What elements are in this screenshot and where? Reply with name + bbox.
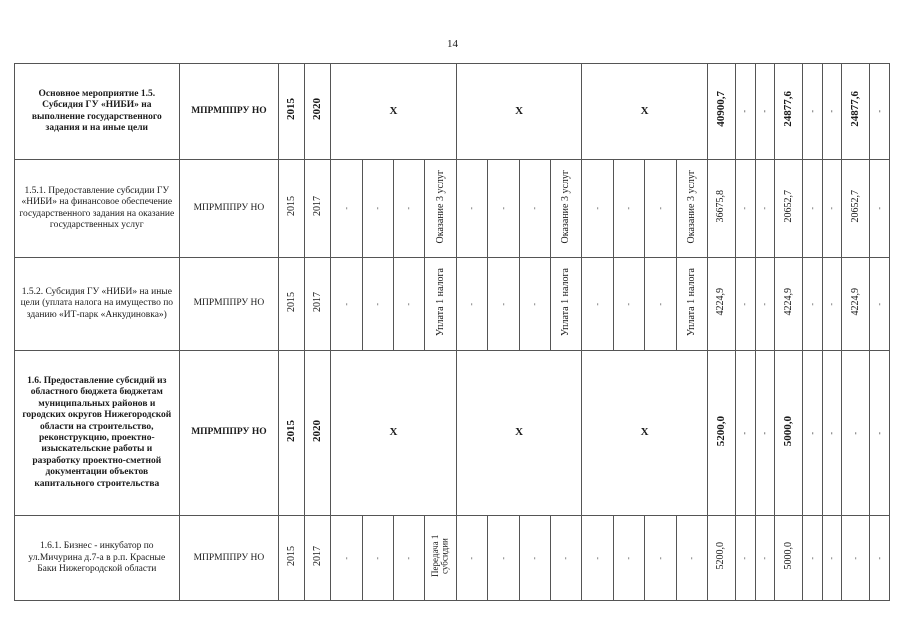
value-7: 24877,6 (842, 64, 870, 160)
cell-dash: - (488, 258, 519, 351)
value-5: - (803, 351, 822, 516)
value-7: 20652,7 (842, 160, 870, 258)
cell-dash: - (331, 516, 362, 601)
value-1: 40900,7 (707, 64, 735, 160)
value-6: - (822, 516, 841, 601)
value-2: - (736, 160, 755, 258)
value-3: - (755, 351, 774, 516)
row-name: 1.6.1. Бизнес - инкубатор по ул.Мичурина д.7-а в р.п. Красные Баки Нижегородской области (15, 516, 180, 601)
cell-dash: - (582, 160, 613, 258)
value-4: 24877,6 (775, 64, 803, 160)
row-mark-2: Х (456, 351, 582, 516)
value-6: - (822, 64, 841, 160)
row-mark-3: Х (582, 351, 708, 516)
row-executor: МПРМППРУ НО (179, 160, 279, 258)
cell-dash: - (613, 160, 644, 258)
value-4: 4224,9 (775, 258, 803, 351)
value-3: - (755, 258, 774, 351)
cell-event: Оказание 3 услуг (425, 160, 456, 258)
value-8: - (870, 516, 890, 601)
row-mark-3: Х (582, 64, 708, 160)
value-1: 36675,8 (707, 160, 735, 258)
cell-dash: - (550, 516, 581, 601)
cell-dash: - (331, 160, 362, 258)
table-row (15, 258, 890, 351)
value-1: 4224,9 (707, 258, 735, 351)
value-2: - (736, 516, 755, 601)
cell-dash: - (645, 160, 676, 258)
value-4: 5000,0 (775, 351, 803, 516)
cell-event: Передача 1 субсидии (425, 516, 456, 601)
value-5: - (803, 160, 822, 258)
value-5: - (803, 258, 822, 351)
row-executor: МПРМППРУ НО (179, 516, 279, 601)
table-row (15, 351, 890, 516)
value-6: - (822, 160, 841, 258)
value-2: - (736, 64, 755, 160)
cell-dash: - (393, 160, 424, 258)
cell-dash: - (519, 258, 550, 351)
cell-dash: - (393, 258, 424, 351)
value-7: 4224,9 (842, 258, 870, 351)
row-name: 1.5.1. Предоставление субсидии ГУ «НИБИ» на финансовое обеспечение государственного задания на оказание государственных услуг (15, 160, 180, 258)
table-row (15, 516, 890, 601)
program-table (14, 63, 890, 601)
row-executor: МПРМППРУ НО (179, 64, 279, 160)
cell-dash: - (362, 160, 393, 258)
row-end-year: 2017 (305, 258, 331, 351)
row-end-year: 2017 (305, 516, 331, 601)
cell-dash: - (331, 258, 362, 351)
row-name: 1.6. Предоставление субсидий из областного бюджета бюджетам муниципальных районов и городских округов Нижегородской области на строительство, реконструкцию, проектно-изыскательские работы и разработку проектно-сметной документации объектов капитального строительства (15, 351, 180, 516)
cell-dash: - (362, 258, 393, 351)
cell-dash: - (676, 516, 707, 601)
table-row (15, 64, 890, 160)
cell-dash: - (582, 516, 613, 601)
row-start-year: 2015 (279, 160, 305, 258)
cell-dash: - (613, 516, 644, 601)
row-start-year: 2015 (279, 516, 305, 601)
value-1: 5200,0 (707, 516, 735, 601)
cell-event: Уплата 1 налога (425, 258, 456, 351)
cell-dash: - (456, 160, 487, 258)
value-5: - (803, 516, 822, 601)
value-6: - (822, 258, 841, 351)
cell-event: Оказание 3 услуг (550, 160, 581, 258)
cell-dash: - (393, 516, 424, 601)
page-number: 14 (447, 38, 458, 50)
row-end-year: 2017 (305, 160, 331, 258)
row-start-year: 2015 (279, 351, 305, 516)
table-row (15, 160, 890, 258)
row-start-year: 2015 (279, 258, 305, 351)
value-8: - (870, 258, 890, 351)
row-name: Основное мероприятие 1.5. Субсидия ГУ «НИБИ» на выполнение государственного задания и на иные цели (15, 64, 180, 160)
cell-event: Оказание 3 услуг (676, 160, 707, 258)
row-name: 1.5.2. Субсидия ГУ «НИБИ» на иные цели (уплата налога на имущество по зданию «ИТ-парк «Анкудиновка») (15, 258, 180, 351)
cell-dash: - (456, 516, 487, 601)
value-8: - (870, 64, 890, 160)
row-executor: МПРМППРУ НО (179, 258, 279, 351)
cell-dash: - (362, 516, 393, 601)
value-7: - (842, 351, 870, 516)
cell-event: Уплата 1 налога (550, 258, 581, 351)
cell-dash: - (488, 160, 519, 258)
cell-dash: - (613, 258, 644, 351)
value-4: 20652,7 (775, 160, 803, 258)
row-mark-1: Х (331, 351, 457, 516)
cell-dash: - (456, 258, 487, 351)
value-7: - (842, 516, 870, 601)
value-8: - (870, 351, 890, 516)
value-1: 5200,0 (707, 351, 735, 516)
cell-dash: - (519, 160, 550, 258)
cell-event: Уплата 1 налога (676, 258, 707, 351)
row-end-year: 2020 (305, 351, 331, 516)
cell-dash: - (645, 516, 676, 601)
value-3: - (755, 516, 774, 601)
value-3: - (755, 64, 774, 160)
value-2: - (736, 258, 755, 351)
cell-dash: - (488, 516, 519, 601)
row-mark-1: Х (331, 64, 457, 160)
value-8: - (870, 160, 890, 258)
cell-dash: - (519, 516, 550, 601)
row-executor: МПРМППРУ НО (179, 351, 279, 516)
cell-dash: - (582, 258, 613, 351)
row-mark-2: Х (456, 64, 582, 160)
cell-dash: - (645, 258, 676, 351)
value-5: - (803, 64, 822, 160)
value-3: - (755, 160, 774, 258)
value-6: - (822, 351, 841, 516)
value-4: 5000,0 (775, 516, 803, 601)
row-end-year: 2020 (305, 64, 331, 160)
value-2: - (736, 351, 755, 516)
row-start-year: 2015 (279, 64, 305, 160)
